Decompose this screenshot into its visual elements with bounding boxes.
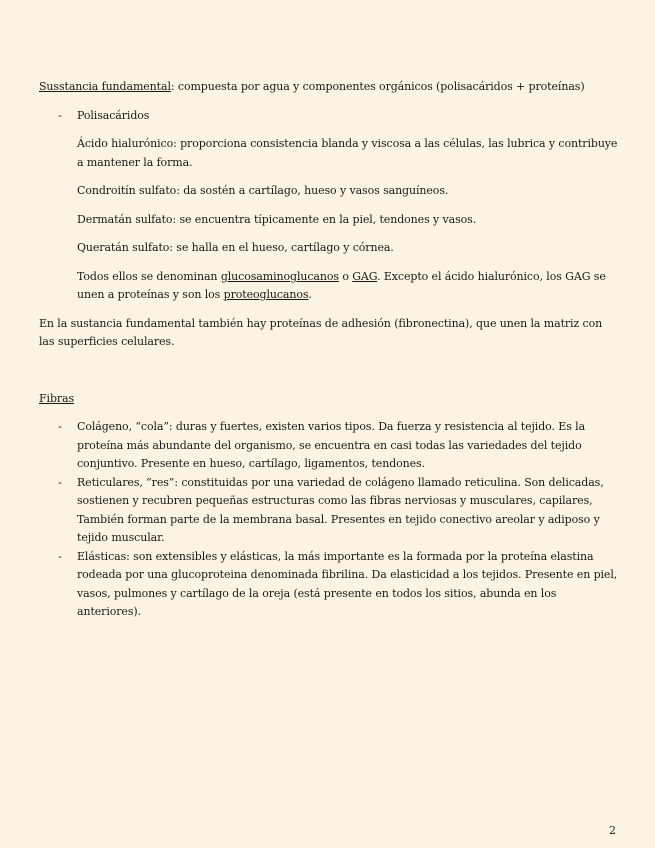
gag-text-4: . (308, 288, 312, 301)
link-glucosaminoglucanos: glucosaminoglucanos (220, 269, 339, 283)
item-queratan: Queratán sulfato: se halla en el hueso, cartílago y córnea. (77, 241, 394, 254)
gag-text-2: o (338, 269, 353, 283)
page-number: 2 (609, 824, 616, 837)
polisacaridos-bullet (58, 107, 619, 126)
bullet-dash: - (58, 475, 62, 489)
gag-text-1: Todos ellos se denominan (77, 269, 221, 283)
adhesion-paragraph: En la sustancia fundamental también hay proteínas de adhesión (fibronectina), que unen la matriz con las superficies celulares. (39, 316, 603, 348)
section-heading-sustancia: Susstancia fundamental (39, 80, 171, 93)
gag-text-3: . Excepto el ácido hialurónico, los GAG se unen a proteínas y son los (77, 269, 606, 301)
fibra-colageno (58, 418, 619, 474)
section-heading-fibras (39, 390, 619, 409)
fibra-colageno-text: Colágeno, “cola”: duras y fuertes, existen varios tipos. Da fuerza y resistencia al tejido. Es la proteína más abundante del organismo, se encuentra en casi todas las variedades del tejido conjuntivo. Presente en hueso, cartílago, ligamentos, tendones. (77, 420, 586, 470)
fibra-reticulares-text: Reticulares, “res”: constituidas por una variedad de colágeno llamado reticulina. Son delicadas, sostienen y recubren pequeñas estructuras como las fibras nerviosas y musculares, capilares, También forman parte de la membrana basal. Presentes en tejido conectivo areolar y adiposo y tejido muscular. (77, 475, 604, 544)
fibras-heading-text: Fibras (39, 391, 75, 405)
gag-paragraph (77, 268, 619, 305)
bullet-dash: - (58, 420, 62, 433)
item-hialuronico: Ácido hialurónico: proporciona consistencia blanda y viscosa a las células, las lubrica y contribuye a mantener la forma. (77, 137, 618, 169)
section-gap (39, 352, 619, 390)
item-dermatan: Dermatán sulfato: se encuentra típicamente en la piel, tendones y vasos. (77, 212, 477, 226)
fibra-elasticas-text: Elásticas: son extensibles y elásticas, la más importante es la formada por la proteína elastina rodeada por una glucoproteina denominada fibrilina. Da elasticidad a los tejidos. Presente en piel, vasos, pulmones y cartílago de la oreja (está presente en todos los sitios, abunda en los anteriores). (77, 549, 618, 618)
bullet-dash: - (58, 108, 62, 122)
document-page (39, 78, 619, 622)
intro-paragraph (39, 78, 619, 97)
bullet-dash: - (58, 549, 62, 563)
fibra-elasticas (58, 548, 619, 622)
fibras-list (39, 418, 619, 622)
fibra-reticulares (58, 474, 619, 548)
intro-text: : compuesta por agua y componentes orgánicos (polisacáridos + proteínas) (170, 80, 585, 93)
link-proteoglucanos: proteoglucanos (223, 288, 309, 301)
item-condroitin: Condroitín sulfato: da sostén a cartílago, hueso y vasos sanguíneos. (77, 184, 449, 197)
link-gag: GAG (352, 269, 378, 283)
polisacaridos-label: Polisacáridos (77, 108, 150, 122)
